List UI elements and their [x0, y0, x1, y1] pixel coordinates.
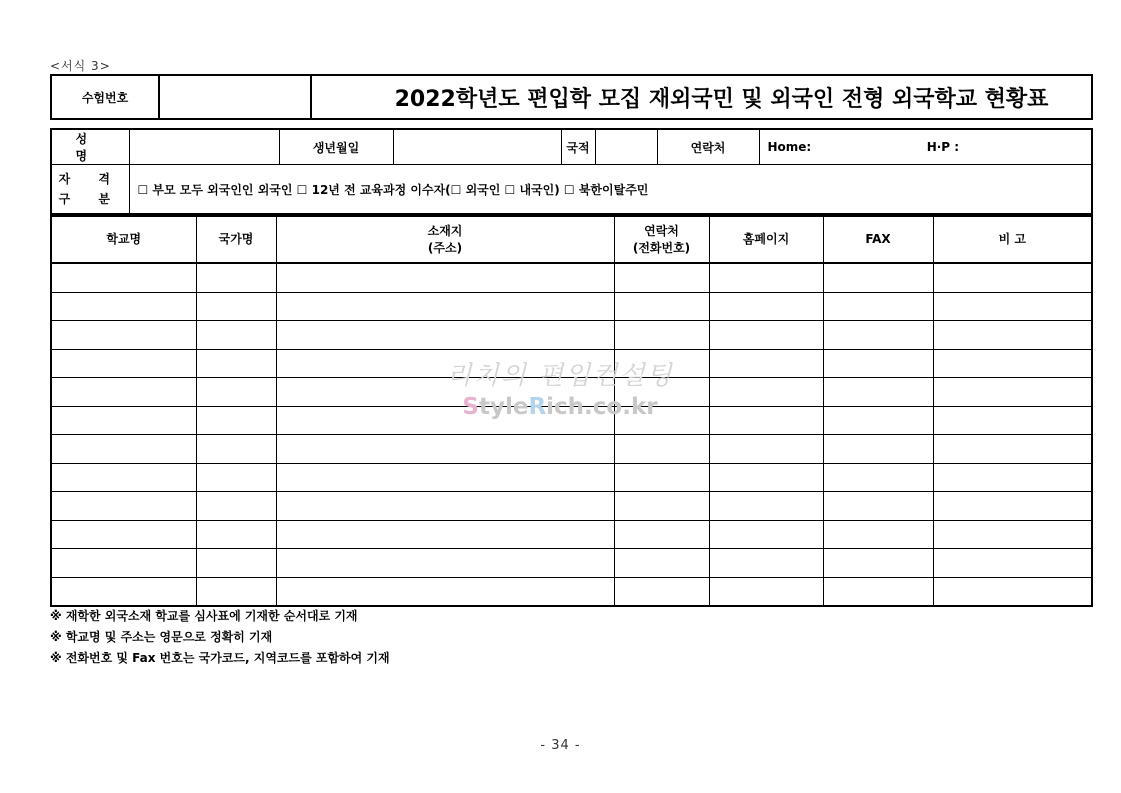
column-header	[933, 216, 1092, 263]
table-row	[51, 463, 1092, 492]
table-cell[interactable]	[709, 577, 823, 606]
table-cell[interactable]	[276, 292, 614, 321]
column-header	[709, 216, 823, 263]
table-cell[interactable]	[51, 435, 196, 464]
table-cell[interactable]	[933, 406, 1092, 435]
table-cell[interactable]	[614, 378, 709, 407]
table-cell[interactable]	[196, 321, 276, 350]
column-header	[196, 216, 276, 263]
table-cell[interactable]	[196, 549, 276, 578]
table-cell[interactable]	[823, 492, 933, 521]
table-cell[interactable]	[823, 435, 933, 464]
column-header-subtext: (전화번호)	[632, 240, 691, 255]
column-header-text: 학교명	[106, 232, 142, 246]
table-cell[interactable]	[51, 321, 196, 350]
table-cell[interactable]	[196, 406, 276, 435]
column-header-subtext: (주소)	[427, 240, 463, 255]
home-phone-label: Home:	[767, 140, 812, 154]
table-cell[interactable]	[614, 463, 709, 492]
table-cell[interactable]	[933, 349, 1092, 378]
table-cell[interactable]	[614, 321, 709, 350]
table-cell[interactable]	[276, 520, 614, 549]
name-label: 성 명	[51, 129, 129, 165]
table-cell[interactable]	[196, 520, 276, 549]
table-cell[interactable]	[51, 549, 196, 578]
table-cell[interactable]	[51, 263, 196, 292]
contact-label: 연락처	[657, 129, 759, 165]
column-header-text: 국가명	[218, 232, 254, 246]
column-header	[823, 216, 933, 263]
note-item: ※ 재학한 외국소재 학교를 심사표에 기재한 순서대로 기재	[50, 609, 358, 623]
table-row	[51, 378, 1092, 407]
table-cell[interactable]	[709, 349, 823, 378]
table-cell[interactable]	[709, 549, 823, 578]
table-cell[interactable]	[933, 378, 1092, 407]
nationality-label: 국적	[561, 129, 595, 165]
column-header	[51, 216, 196, 263]
table-cell[interactable]	[276, 378, 614, 407]
table-cell[interactable]	[614, 406, 709, 435]
qualification-options[interactable]: ☐ 부모 모두 외국인인 외국인 ☐ 12년 전 교육과정 이수자(☐ 외국인 ☐ 내국인) ☐ 북한이탈주민	[129, 165, 1092, 215]
table-row	[51, 577, 1092, 606]
table-cell[interactable]	[933, 549, 1092, 578]
table-cell[interactable]	[276, 349, 614, 378]
table-row	[51, 406, 1092, 435]
table-cell[interactable]	[933, 577, 1092, 606]
table-body	[51, 263, 1092, 606]
table-cell[interactable]	[51, 349, 196, 378]
form-number-label: <서식 3>	[50, 59, 111, 73]
column-header-text: FAX	[865, 232, 891, 246]
column-header	[276, 216, 614, 263]
notes	[50, 606, 390, 669]
nationality-field[interactable]	[595, 129, 657, 165]
table-cell[interactable]	[933, 263, 1092, 292]
table-cell[interactable]	[196, 577, 276, 606]
applicant-info-table	[50, 128, 1093, 215]
table-cell[interactable]	[196, 349, 276, 378]
table-cell[interactable]	[196, 492, 276, 521]
table-cell[interactable]	[51, 463, 196, 492]
page-number: - 34 -	[540, 738, 581, 753]
table-row	[51, 520, 1092, 549]
column-header-text: 비 고	[998, 232, 1026, 246]
table-cell[interactable]	[823, 406, 933, 435]
table-cell[interactable]	[276, 406, 614, 435]
table-row	[51, 349, 1092, 378]
exam-number-field[interactable]	[159, 75, 311, 119]
table-row	[51, 292, 1092, 321]
watermark-url: StyleRich.co.kr	[462, 394, 658, 420]
column-header-text: 연락처	[644, 223, 679, 238]
table-row	[51, 435, 1092, 464]
table-cell[interactable]	[196, 463, 276, 492]
watermark-text: 리치의 편입컨설팅	[446, 361, 674, 391]
table-cell[interactable]	[51, 406, 196, 435]
foreign-school-table	[50, 215, 1093, 607]
table-cell[interactable]	[196, 435, 276, 464]
table-cell[interactable]	[276, 463, 614, 492]
table-cell[interactable]	[614, 263, 709, 292]
table-cell[interactable]	[933, 435, 1092, 464]
table-cell[interactable]	[823, 263, 933, 292]
title-table	[50, 74, 1093, 120]
table-cell[interactable]	[933, 492, 1092, 521]
table-cell[interactable]	[709, 463, 823, 492]
table-cell[interactable]	[614, 520, 709, 549]
table-cell[interactable]	[276, 263, 614, 292]
table-cell[interactable]	[709, 406, 823, 435]
table-cell[interactable]	[51, 292, 196, 321]
table-cell[interactable]	[709, 292, 823, 321]
table-cell[interactable]	[823, 292, 933, 321]
birthdate-label: 생년월일	[279, 129, 393, 165]
table-cell[interactable]	[614, 492, 709, 521]
table-cell[interactable]	[196, 263, 276, 292]
table-cell[interactable]	[614, 292, 709, 321]
note-item: ※ 전화번호 및 Fax 번호는 국가코드, 지역코드를 포함하여 기재	[50, 651, 390, 665]
table-cell[interactable]	[823, 520, 933, 549]
birthdate-field[interactable]	[393, 129, 561, 165]
table-cell[interactable]	[614, 435, 709, 464]
table-cell[interactable]	[51, 492, 196, 521]
table-cell[interactable]	[276, 435, 614, 464]
table-cell[interactable]	[933, 463, 1092, 492]
column-header-text: 홈페이지	[742, 232, 790, 246]
table-row	[51, 549, 1092, 578]
mobile-phone-label: H·P :	[926, 140, 960, 154]
table-cell[interactable]	[51, 378, 196, 407]
table-cell[interactable]	[276, 321, 614, 350]
table-row	[51, 321, 1092, 350]
column-header-text: 소재지	[427, 223, 463, 238]
table-cell[interactable]	[823, 463, 933, 492]
table-cell[interactable]	[823, 378, 933, 407]
name-field[interactable]	[129, 129, 279, 165]
form-title: 2022학년도 편입학 모집 재외국민 및 외국인 전형 외국학교 현황표	[311, 75, 1092, 119]
table-cell[interactable]	[196, 378, 276, 407]
table-cell[interactable]	[933, 520, 1092, 549]
table-cell[interactable]	[709, 263, 823, 292]
note-item: ※ 학교명 및 주소는 영문으로 정확히 기재	[50, 630, 273, 644]
table-cell[interactable]	[709, 492, 823, 521]
column-header	[614, 216, 709, 263]
table-row	[51, 492, 1092, 521]
contact-field[interactable]	[759, 129, 1092, 165]
table-row	[51, 263, 1092, 292]
table-cell[interactable]	[823, 321, 933, 350]
table-cell[interactable]	[823, 577, 933, 606]
table-cell[interactable]	[823, 549, 933, 578]
table-cell[interactable]	[51, 577, 196, 606]
table-cell[interactable]	[933, 292, 1092, 321]
exam-number-label: 수험번호	[51, 75, 159, 119]
qualification-label: 자 격 구 분	[51, 165, 129, 215]
table-header-row	[51, 216, 1092, 263]
table-cell[interactable]	[276, 492, 614, 521]
table-cell[interactable]	[276, 577, 614, 606]
table-cell[interactable]	[614, 349, 709, 378]
table-cell[interactable]	[709, 321, 823, 350]
table-cell[interactable]	[196, 292, 276, 321]
table-cell[interactable]	[276, 549, 614, 578]
table-cell[interactable]	[933, 321, 1092, 350]
table-cell[interactable]	[709, 378, 823, 407]
table-cell[interactable]	[823, 349, 933, 378]
table-cell[interactable]	[614, 577, 709, 606]
table-cell[interactable]	[614, 549, 709, 578]
table-cell[interactable]	[51, 520, 196, 549]
table-cell[interactable]	[709, 435, 823, 464]
table-cell[interactable]	[709, 520, 823, 549]
